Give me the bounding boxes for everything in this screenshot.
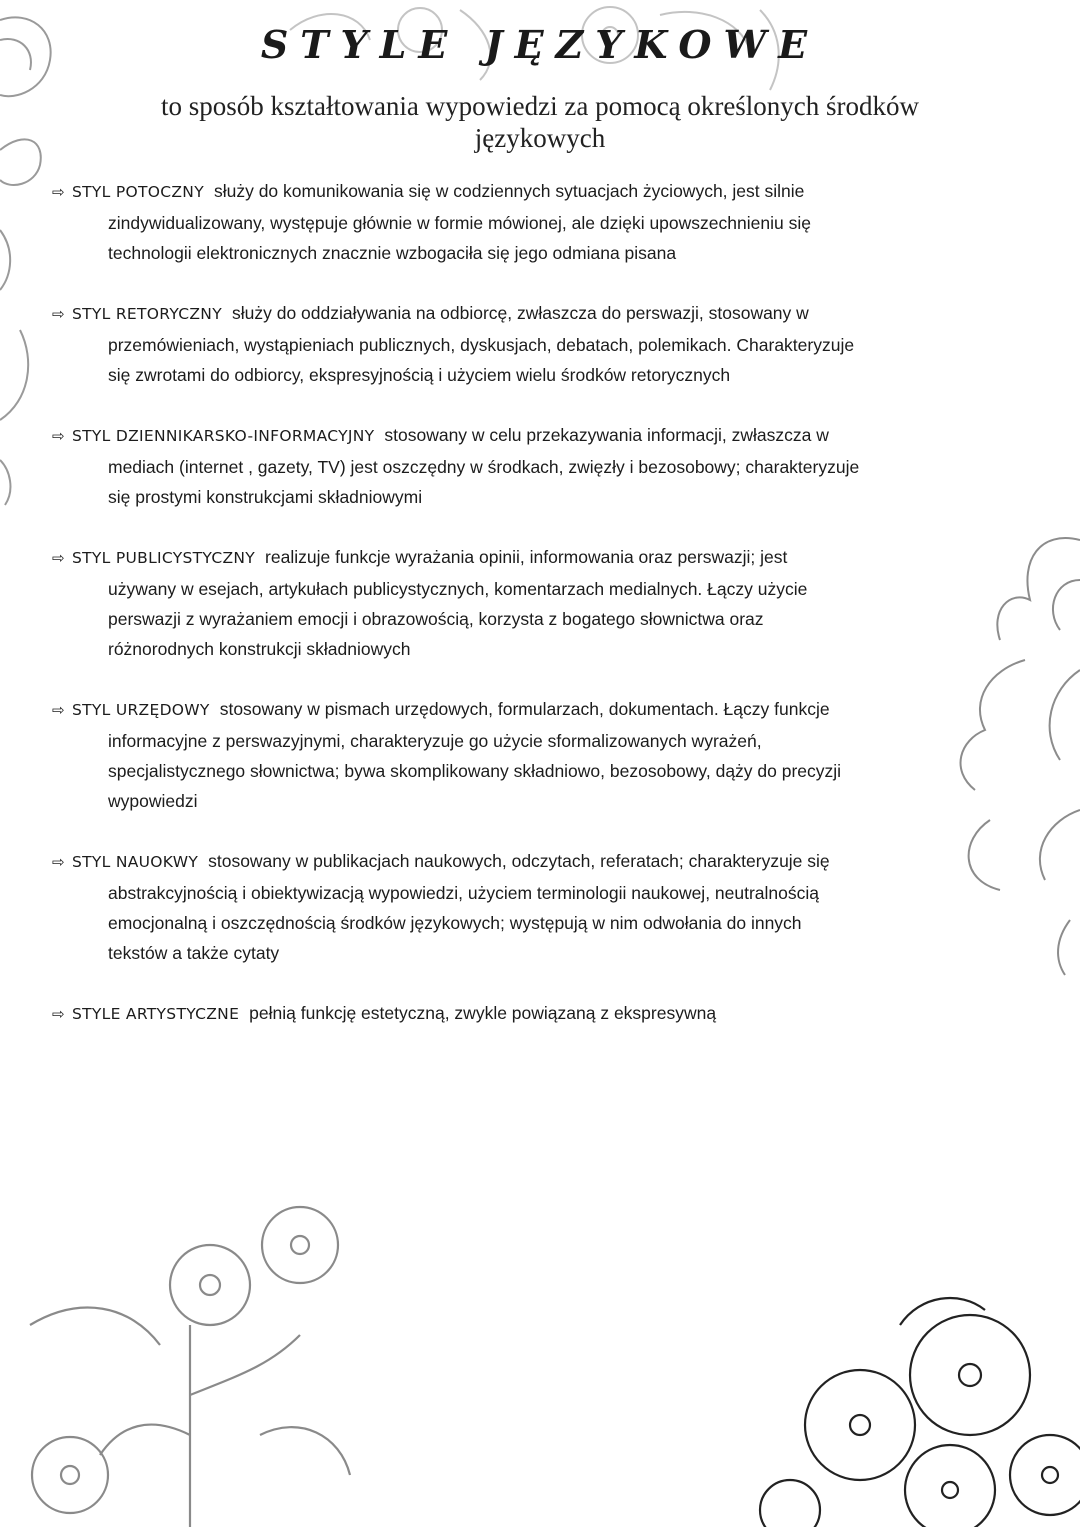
style-description-line: realizuje funkcje wyrażania opinii, informowania oraz perswazji; jest (265, 547, 788, 567)
arrow-icon: ⇨ (52, 550, 65, 567)
style-term: STYL PUBLICYSTYCZNY (72, 549, 256, 567)
floral-decoration-bottom-right (750, 1285, 1080, 1527)
subtitle-line: to sposób kształtowania wypowiedzi za pomocą określonych środków (160, 91, 920, 121)
style-description-line: tekstów a także cytaty (108, 943, 280, 963)
style-description-line: emocjonalną i oszczędnością środków językowych; występują w nim odwołania do innych (108, 913, 802, 933)
style-description-line: pełnią funkcję estetyczną, zwykle powiązaną z ekspresywną (249, 1003, 717, 1023)
style-description-line: różnorodnych konstrukcji składniowych (108, 639, 411, 659)
style-term: STYLE ARTYSTYCZNE (72, 1005, 240, 1023)
page-title: STYLE JĘZYKOWE (260, 22, 820, 67)
subtitle (115, 90, 965, 154)
style-description-line: mediach (internet , gazety, TV) jest oszczędny w środkach, zwięzły i bezosobowy; charakteryzuje (108, 457, 860, 477)
style-description-line: zindywidualizowany, występuje głównie w formie mówionej, ale dzięki upowszechnieniu się (108, 213, 811, 233)
subtitle-line: językowych (474, 123, 606, 153)
style-entry-dziennikarsko-informacyjny (52, 420, 952, 512)
style-description-line: służy do oddziaływania na odbiorcę, zwłaszcza do perswazji, stosowany w (231, 303, 809, 323)
style-entry-publicystyczny (52, 542, 952, 664)
style-description-line: używany w esejach, artykułach publicystycznych, komentarzach medialnych. Łączy użycie (108, 579, 808, 599)
style-description-line: specjalistycznego słownictwa; bywa skomplikowany składniowo, bezosobowy, dąży do precyzji (108, 761, 842, 781)
style-term: STYL URZĘDOWY (72, 701, 210, 719)
style-description-line: służy do komunikowania się w codziennych sytuacjach życiowych, jest silnie (213, 181, 805, 201)
arrow-icon: ⇨ (52, 184, 65, 201)
styles-list (52, 176, 952, 1030)
style-term: STYL RETORYCZNY (72, 305, 222, 323)
arrow-icon: ⇨ (52, 702, 65, 719)
style-entry-retoryczny (52, 298, 952, 390)
style-entry-urzedowy (52, 694, 952, 816)
style-description-line: wypowiedzi (108, 791, 198, 811)
arrow-icon: ⇨ (52, 854, 65, 871)
style-description-line: informacyjne z perswazyjnymi, charakteryzuje go użycie sformalizowanych wyrażeń, (108, 731, 762, 751)
style-description-line: przemówieniach, wystąpieniach publicznych, dyskusjach, debatach, polemikach. Charakteryzuje (108, 335, 855, 355)
style-description-line: się prostymi konstrukcjami składniowymi (108, 487, 423, 507)
style-description-line: perswazji z wyrażaniem emocji i obrazowością, korzysta z bogatego słownictwa oraz (108, 609, 764, 629)
style-entry-naukowy (52, 846, 952, 968)
floral-decoration-bottom-left (10, 1175, 370, 1527)
style-description-line: stosowany w celu przekazywania informacji, zwłaszcza w (384, 425, 829, 445)
style-description-line: technologii elektronicznych znacznie wzbogaciła się jego odmiana pisana (108, 243, 677, 263)
arrow-icon: ⇨ (52, 306, 65, 323)
style-description-line: stosowany w pismach urzędowych, formularzach, dokumentach. Łączy funkcje (219, 699, 830, 719)
style-term: STYL POTOCZNY (72, 183, 204, 201)
style-description-line: stosowany w publikacjach naukowych, odczytach, referatach; charakteryzuje się (208, 851, 830, 871)
style-term: STYL DZIENNIKARSKO-INFORMACYJNY (72, 427, 375, 445)
style-entry-potoczny (52, 176, 952, 268)
style-description-line: się zwrotami do odbiorcy, ekspresyjnością i użyciem wielu środków retorycznych (108, 365, 731, 385)
floral-decoration-right (930, 520, 1080, 980)
arrow-icon: ⇨ (52, 1006, 65, 1023)
style-description-line: abstrakcyjnością i obiektywizacją wypowiedzi, użyciem terminologii naukowej, neutralnością (108, 883, 820, 903)
style-entry-artystyczne (52, 998, 952, 1030)
style-term: STYL NAUOKWY (72, 853, 199, 871)
arrow-icon: ⇨ (52, 428, 65, 445)
